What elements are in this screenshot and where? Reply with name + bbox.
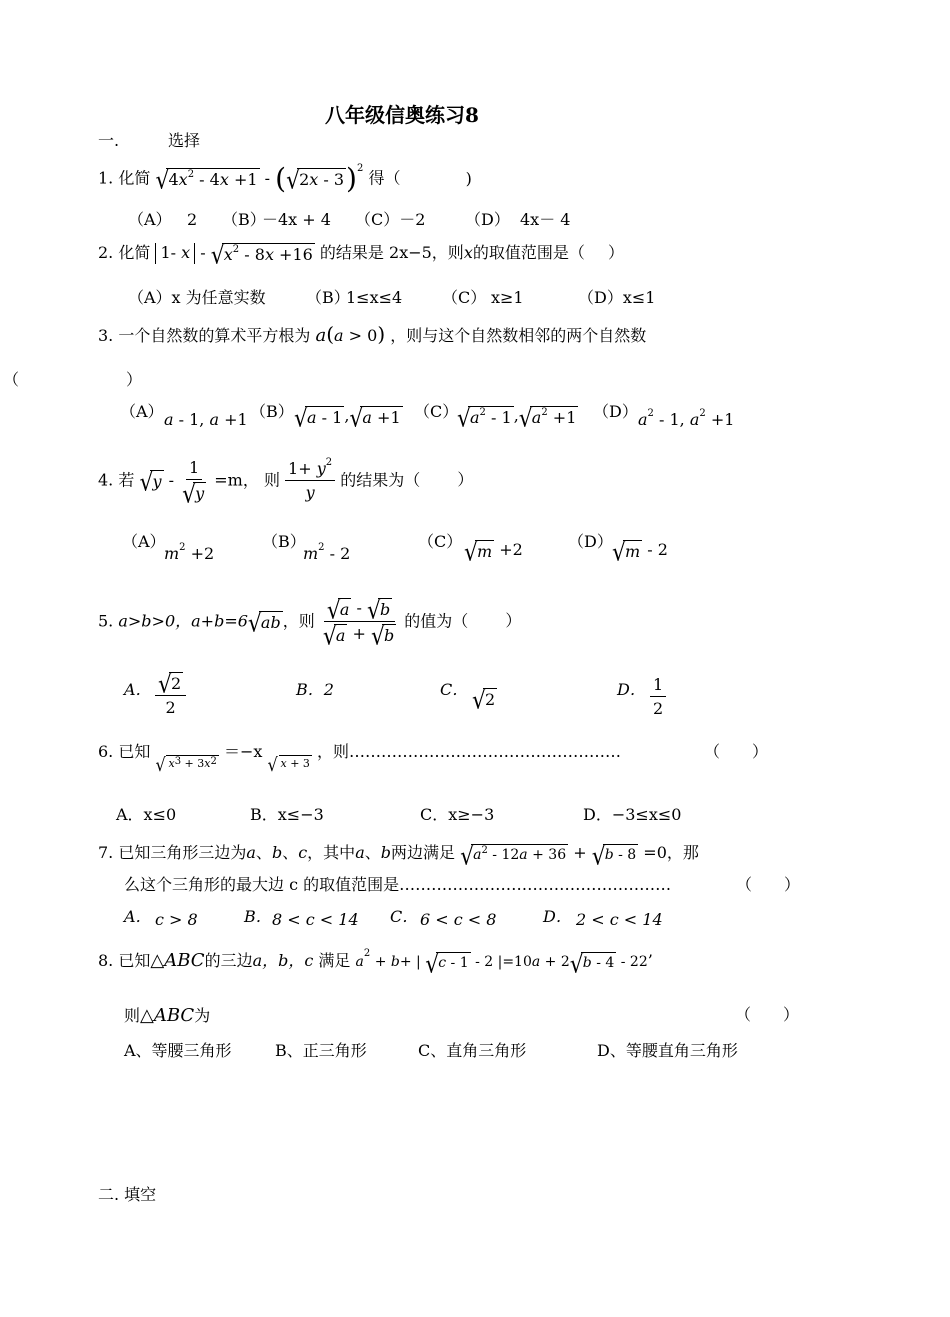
- question-number: 8.: [98, 951, 114, 970]
- question-stem: a>b>0，a+b=6: [118, 611, 248, 631]
- q6-option-b: B．x≤−3: [250, 805, 324, 824]
- question-stem: 化简: [118, 243, 151, 263]
- question-number: 4.: [98, 470, 114, 490]
- q4-option-d: （D）: [568, 532, 613, 551]
- q5-option-b: B．2: [296, 680, 334, 699]
- q7-option-c-value: 6 < c < 8: [420, 910, 497, 929]
- q1-option-d-value: 4x－ 4: [520, 210, 571, 229]
- absolute-value-expression: 1- x: [155, 243, 195, 264]
- q1-option-b-value: －4x + 4: [262, 210, 331, 229]
- q5-option-d-value: $\frac{1}{2}$: [650, 675, 666, 718]
- triangle-label: △ABC: [140, 1005, 195, 1026]
- variable: x: [463, 243, 473, 263]
- q1-option-a-value: 2: [187, 210, 198, 229]
- q4-option-a-value: $m^2 +2$: [164, 542, 215, 563]
- section-number: 一.: [98, 131, 120, 150]
- question-tail: 得（: [368, 168, 401, 188]
- question-8-line2: [124, 1005, 210, 1027]
- variable: a: [246, 843, 256, 862]
- q7-option-d: D．: [543, 907, 572, 926]
- question-tail: 的取值范围是（: [472, 243, 585, 263]
- radical-expression: √ $4x^2 - 4x +1$: [155, 166, 258, 196]
- question-text: 为: [194, 1006, 211, 1025]
- page-title: 八年级信奥练习8: [325, 103, 479, 127]
- q6-option-d: D．−3≤x≤0: [583, 805, 682, 824]
- question-stem: 若: [118, 470, 135, 490]
- variable: c: [298, 843, 308, 862]
- variables: a，b，c: [252, 951, 314, 970]
- question-1: 1. 化简 √ $4x^2 - 4x +1$ - ( √ 2x - 3)$^2$ 得（ ): [98, 162, 472, 196]
- equation-rhs: =m，: [214, 470, 259, 490]
- q5-option-c-value: √ 2: [472, 686, 496, 716]
- question-2: 2. 化简 1- x - √ $x^2 - 8x +16$ 的结果是 2x−5，则x的取值范围是（ ）: [98, 241, 624, 271]
- q4-option-c: （C）: [418, 532, 463, 551]
- q6-option-a: A．x≤0: [116, 805, 177, 824]
- answer-paren-close: ）: [126, 370, 143, 389]
- variable: b: [271, 843, 283, 862]
- triangle-label: △ABC: [150, 950, 205, 971]
- q7-option-b: B．: [244, 907, 272, 926]
- answer-paren: （ ）: [704, 742, 769, 761]
- question-stem: 已知: [118, 742, 151, 761]
- q2-option-d: （D）x≤1: [578, 288, 656, 307]
- q1-option-a: （A）: [128, 210, 172, 229]
- q1-option-c: （C）－2: [355, 210, 426, 229]
- question-tail: ，则……………………………………………: [317, 742, 622, 761]
- question-5: 5. a>b>0，a+b=6 √ ab ，则 √ a - √ b √ a + √ b 的值为（ ）: [98, 596, 522, 652]
- q7-option-a-value: c > 8: [155, 910, 198, 929]
- question-tail: 的结果是 2x−5，则: [319, 243, 464, 263]
- q8-option-d: D、等腰直角三角形: [597, 1041, 738, 1060]
- question-number: 3.: [98, 326, 114, 345]
- question-6: 6. 已知 √ $x^3 + 3x^2 =-x$ √ x + 3 ，则……………………………………………: [98, 742, 622, 776]
- question-number: 5.: [98, 611, 114, 631]
- question-stem: 化简: [118, 168, 151, 188]
- q3-option-c-value: √ $a^2 - 1$ , √ $a^2 +1$: [457, 404, 577, 434]
- q3-option-a-value: a - 1, a +1: [164, 410, 248, 429]
- q1-option-d: （D）: [465, 210, 510, 229]
- q4-option-b-value: $m^2 - 2$: [303, 542, 351, 563]
- question-stem: 一个自然数的算术平方根为: [118, 326, 311, 345]
- question-8: 8. 已知△ABC的三边a，b，c 满足 $a^2 + b+$ | √ c - 1 - 2 |=10a + 2 √ b - 4 - 22’: [98, 948, 653, 980]
- answer-paren: （ ）: [736, 875, 801, 894]
- section-title: 选择: [168, 131, 201, 150]
- q2-option-c-value: x≥1: [491, 288, 524, 307]
- question-number: 6.: [98, 742, 114, 761]
- question-tail: 的结果为（: [340, 470, 421, 490]
- q4-option-a: （A）: [122, 532, 166, 551]
- q3-option-b: （B）: [250, 402, 294, 421]
- question-tail: ，则与这个自然数相邻的两个自然数: [390, 326, 647, 345]
- conjunction: ，则: [282, 611, 315, 631]
- fraction: 1 √ y: [182, 458, 205, 510]
- answer-paren: ）: [505, 611, 522, 631]
- q8-option-a: A、等腰三角形: [124, 1041, 232, 1060]
- question-number: 2.: [98, 243, 114, 263]
- q2-option-a: （A）x 为任意实数: [128, 288, 266, 307]
- q3-option-b-value: √ a - 1 , √ a +1: [294, 404, 401, 434]
- q7-option-b-value: 8 < c < 14: [272, 910, 359, 929]
- question-text: 满足: [318, 951, 351, 970]
- section-2-title: 二. 填空: [98, 1185, 157, 1204]
- conjunction: 则: [263, 470, 280, 490]
- question-number: 1.: [98, 168, 114, 188]
- q5-option-c: C．: [440, 680, 469, 699]
- q6-option-c: C．x≥−3: [420, 805, 495, 824]
- q2-option-b: （B）: [306, 288, 350, 307]
- answer-paren: ）: [607, 243, 624, 263]
- q7-option-c: C．: [390, 907, 419, 926]
- question-3: 3. 一个自然数的算术平方根为 a(a > 0) ，则与这个自然数相邻的两个自然数: [98, 322, 647, 346]
- q7-option-a: A．: [124, 907, 152, 926]
- question-text: 则: [124, 1006, 141, 1025]
- question-7: 7. 已知三角形三边为a、b、c，其中a、b两边满足 √ $a^2 - 12a + 36$ + √ b - 8 =0，那: [98, 842, 699, 872]
- question-number: 7.: [98, 843, 114, 862]
- question-text: 两边满足: [391, 843, 456, 862]
- q3-option-d-value: $a^2 - 1$, $a^2 +1$: [638, 408, 735, 429]
- q7-option-d-value: 2 < c < 14: [576, 910, 663, 929]
- question-text: 的三边: [204, 951, 253, 970]
- q5-option-a-value: √ 2 2: [155, 672, 186, 718]
- q5-option-a: A．: [124, 680, 152, 699]
- q8-option-b: B、正三角形: [275, 1041, 367, 1060]
- condition-expression: $a^2 + b+$ | √ c - 1 - 2 |=10a + 2 √ b - 4 - 22: [355, 948, 648, 980]
- separator: 、: [282, 843, 299, 862]
- question-text: ，其中: [307, 843, 356, 862]
- q3-option-d: （D）: [593, 402, 638, 421]
- equation-rhs: ＝−x: [223, 742, 263, 761]
- q2-option-b-value: 1≤x≤4: [346, 288, 403, 307]
- q5-option-d: D．: [617, 680, 646, 699]
- separator: 、: [255, 843, 272, 862]
- radical-expression: √ $x^2 - 8x +16$: [210, 241, 313, 271]
- q3-option-a: （A）: [120, 402, 164, 421]
- q1-option-b: （B）: [222, 210, 266, 229]
- question-7-line2: 么这个三角形的最大边 c 的取值范围是……………………………………………: [124, 875, 672, 894]
- q3-option-c: （C）: [414, 402, 459, 421]
- answer-paren: ): [465, 168, 472, 188]
- equation-rhs: =0，那: [643, 843, 699, 862]
- question-stem: 已知: [118, 951, 151, 970]
- fraction: √ a - √ b √ a + √ b: [322, 596, 395, 652]
- answer-paren-open: （: [3, 370, 20, 389]
- answer-paren: ）: [457, 470, 474, 490]
- question-stem: 已知三角形三边为: [118, 843, 247, 862]
- q4-option-b: （B）: [262, 532, 306, 551]
- q8-option-c: C、直角三角形: [418, 1041, 527, 1060]
- q2-option-c: （C）: [442, 288, 487, 307]
- q4-option-c-value: √ m +2: [464, 538, 523, 568]
- fraction: $\frac{1+ y^2}{y}$: [285, 459, 335, 502]
- q4-option-d-value: √ m - 2: [612, 538, 668, 568]
- question-4: 4. 若 √ y - 1 √ y =m， 则 $\frac{1+ y^2}{y}$ 的结果为（ ）: [98, 457, 474, 510]
- answer-paren: （ ）: [735, 1005, 800, 1024]
- radical-expression: √ 2x - 3: [286, 166, 345, 196]
- question-tail: 的值为（: [404, 611, 469, 631]
